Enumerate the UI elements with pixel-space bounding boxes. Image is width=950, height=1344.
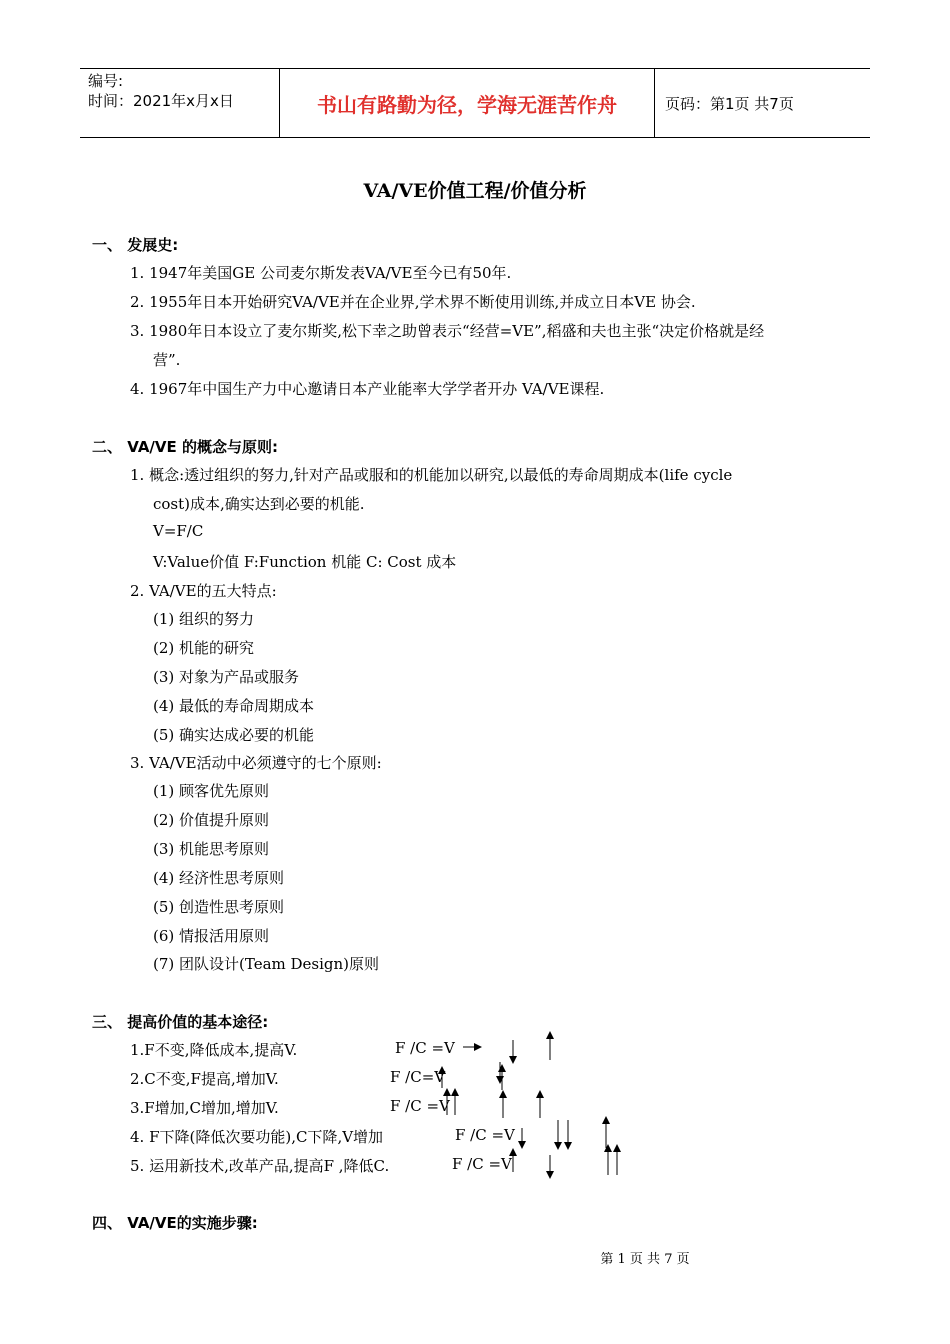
date-label: 时间：2021年x月x日 — [88, 92, 234, 110]
list-item: (1) 组织的努力 — [153, 610, 255, 628]
list-item: 1. 1947年美国GE 公司麦尔斯发表VA/VE至今已有50年. — [130, 264, 512, 282]
formula-line: V=F/C — [153, 522, 204, 540]
list-item: (3) 机能思考原则 — [153, 840, 270, 858]
method-text: 4. F下降(降低次要功能),C下降,V增加 — [130, 1128, 384, 1146]
list-item: (4) 经济性思考原则 — [153, 869, 285, 887]
list-item: 3. 1980年日本设立了麦尔斯奖,松下幸之助曾表示“经营=VE”,稻盛和夫也主张“决定价格就是经 — [130, 322, 765, 340]
formula-legend: V:Value价值 F:Function 机能 C: Cost 成本 — [153, 553, 457, 571]
method-formula: F /C =V — [455, 1126, 515, 1144]
section-2-title: 二、 VA/VE 的概念与原则: — [92, 438, 278, 456]
list-item: (2) 机能的研究 — [153, 639, 255, 657]
page-footer: 第 1 页 共 7 页 — [600, 1252, 690, 1267]
section-3-title: 三、 提高价值的基本途径: — [92, 1013, 269, 1031]
concept-line: 1. 概念:透过组织的努力,针对产品或服和的机能加以研究,以最低的寿命周期成本(life cycle — [130, 466, 733, 484]
list-item: (7) 团队设计(Team Design)原则 — [153, 955, 380, 973]
method-text: 1.F不变,降低成本,提高V. — [130, 1041, 298, 1059]
list-item: (5) 确实达成必要的机能 — [153, 726, 315, 744]
method-formula: F /C =V — [395, 1039, 455, 1057]
header-motto: 书山有路勤为径，学海无涯苦作舟 — [280, 69, 655, 137]
list-item: 2. 1955年日本开始研究VA/VE并在企业界,学术界不断使用训练,并成立日本VE 协会. — [130, 293, 696, 311]
list-item: (2) 价值提升原则 — [153, 811, 270, 829]
list-item: (4) 最低的寿命周期成本 — [153, 697, 315, 715]
list-item: (5) 创造性思考原则 — [153, 898, 285, 916]
features-title: 2. VA/VE的五大特点: — [130, 582, 277, 600]
principles-title: 3. VA/VE活动中必须遵守的七个原则: — [130, 754, 382, 772]
list-item: (3) 对象为产品或服务 — [153, 668, 300, 686]
concept-line: cost)成本,确实达到必要的机能. — [153, 495, 365, 513]
list-item: 营”. — [153, 351, 181, 369]
section-4-title: 四、 VA/VE的实施步骤: — [92, 1214, 258, 1232]
header-page-info: 页码：第1页 共7页 — [665, 94, 794, 113]
method-text: 5. 运用新技术,改革产品,提高F ,降低C. — [130, 1157, 390, 1175]
document-title: VA/VE价值工程/价值分析 — [363, 180, 587, 202]
list-item: (6) 情报活用原则 — [153, 927, 270, 945]
method-text: 3.F增加,C增加,增加V. — [130, 1099, 279, 1117]
method-formula: F /C =V — [390, 1097, 450, 1115]
method-formula: F /C =V — [452, 1155, 512, 1173]
number-label: 编号: — [88, 72, 124, 90]
method-text: 2.C不变,F提高,增加V. — [130, 1070, 279, 1088]
list-item: 4. 1967年中国生产力中心邀请日本产业能率大学学者开办 VA/VE课程. — [130, 380, 605, 398]
list-item: (1) 顾客优先原则 — [153, 782, 270, 800]
method-formula: F /C=V — [390, 1068, 446, 1086]
section-1-title: 一、 发展史: — [92, 236, 179, 254]
